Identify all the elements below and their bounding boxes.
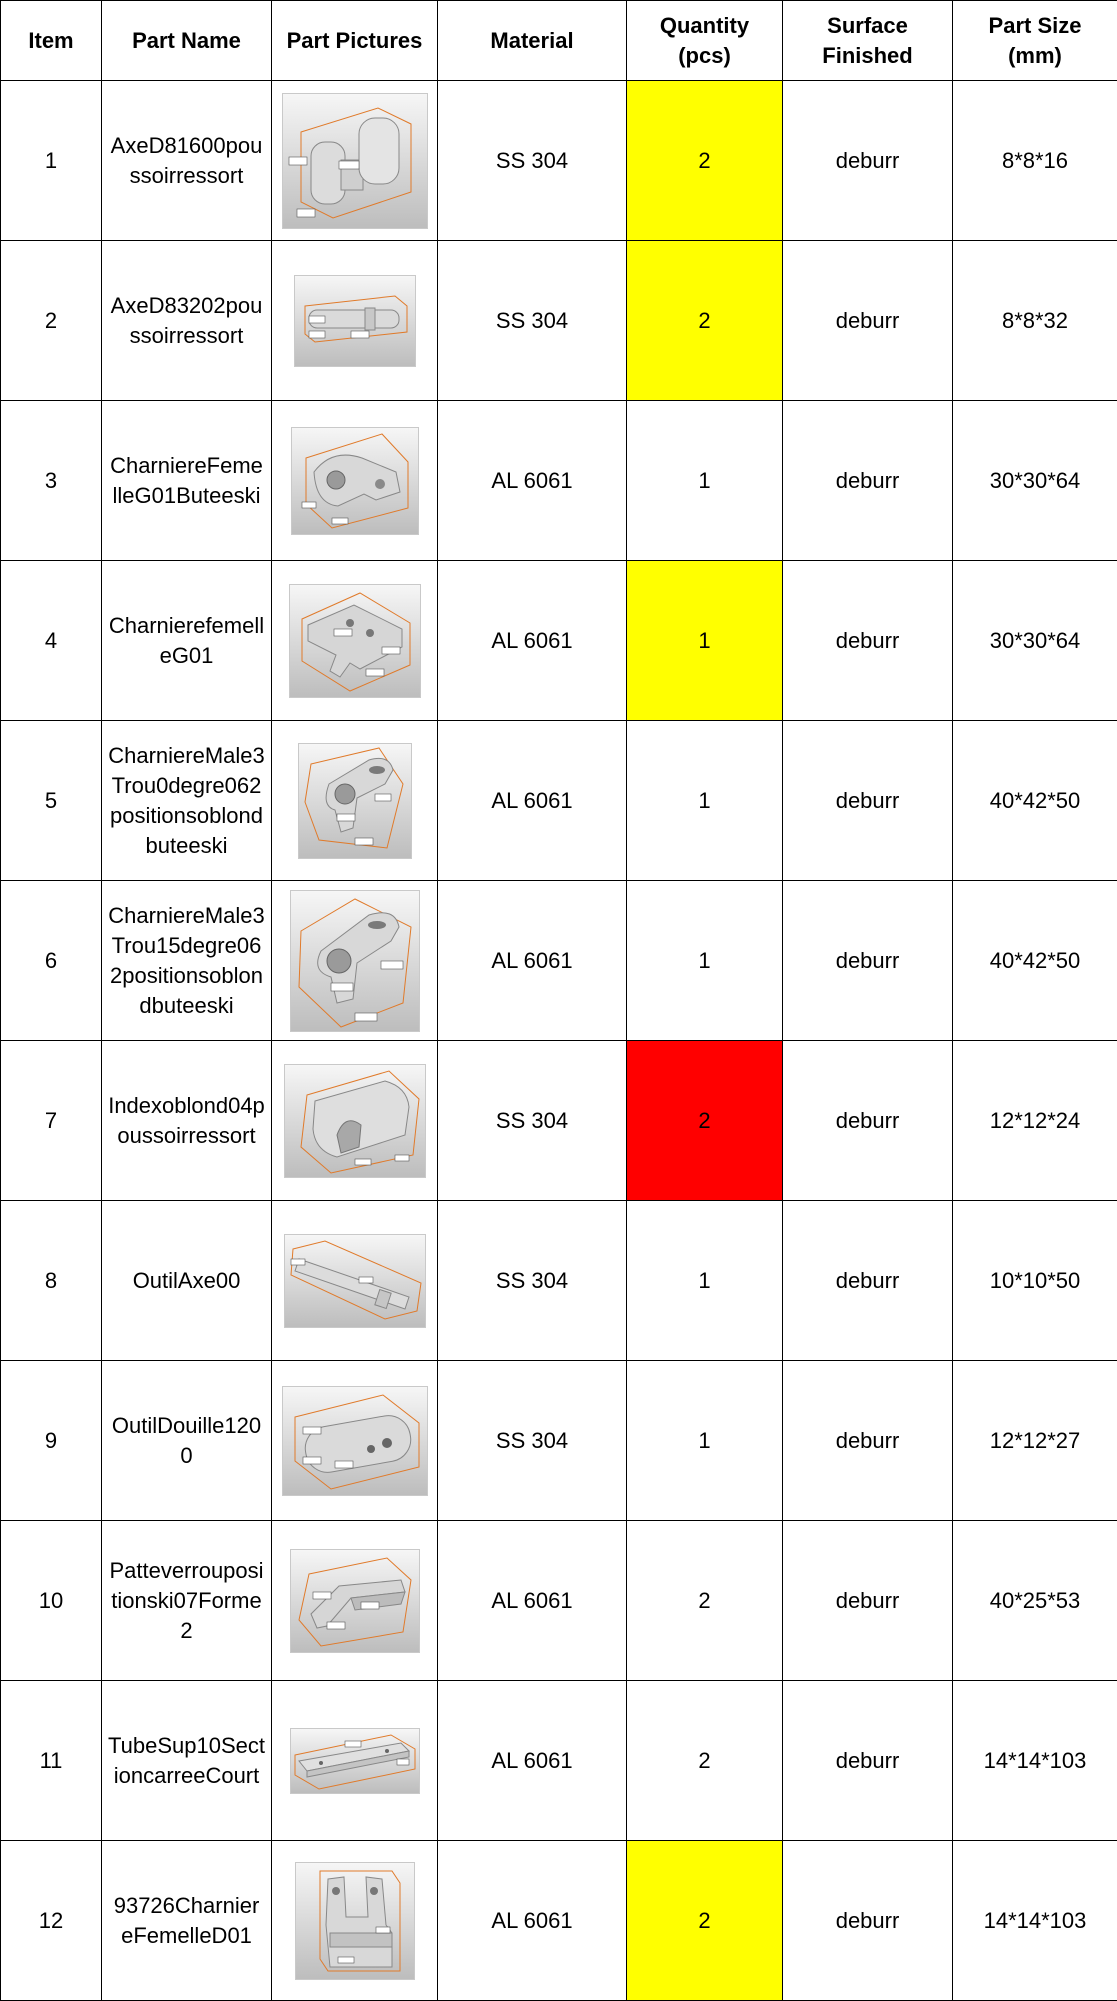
material-cell: SS 304 xyxy=(438,1361,627,1521)
part-name-cell: AxeD81600poussoirressort xyxy=(102,81,272,241)
material-cell: AL 6061 xyxy=(438,881,627,1041)
part-picture-cell xyxy=(272,1201,438,1361)
quantity-cell: 1 xyxy=(627,561,783,721)
part-picture-cell xyxy=(272,721,438,881)
header-part-pictures: Part Pictures xyxy=(272,1,438,81)
quantity-cell: 1 xyxy=(627,881,783,1041)
item-cell: 3 xyxy=(1,401,102,561)
surface-cell: deburr xyxy=(783,1521,953,1681)
size-cell: 14*14*103 xyxy=(953,1841,1117,2001)
quantity-cell: 2 xyxy=(627,1041,783,1201)
bracket-part-icon xyxy=(290,1549,420,1653)
material-cell: AL 6061 xyxy=(438,1681,627,1841)
part-name-cell: TubeSup10SectioncarreeCourt xyxy=(102,1681,272,1841)
surface-cell: deburr xyxy=(783,1841,953,2001)
surface-cell: deburr xyxy=(783,1041,953,1201)
quantity-cell: 2 xyxy=(627,241,783,401)
table-row xyxy=(1,881,1117,1041)
quantity-cell: 2 xyxy=(627,81,783,241)
bushing-part-icon xyxy=(282,1386,428,1496)
item-cell: 9 xyxy=(1,1361,102,1521)
part-picture-cell xyxy=(272,81,438,241)
part-name-cell: CharniereMale3Trou15degre062positionsoblondbuteeski xyxy=(102,881,272,1041)
header-part-name: Part Name xyxy=(102,1,272,81)
material-cell: SS 304 xyxy=(438,1201,627,1361)
part-picture-cell xyxy=(272,401,438,561)
table-row xyxy=(1,1681,1117,1841)
header-part-size: Part Size (mm) xyxy=(953,1,1117,81)
surface-cell: deburr xyxy=(783,1361,953,1521)
table-row xyxy=(1,241,1117,401)
table-header-row xyxy=(1,1,1117,81)
hinge-part-icon xyxy=(291,427,419,535)
item-cell: 1 xyxy=(1,81,102,241)
table-body xyxy=(1,81,1117,2001)
size-cell: 40*25*53 xyxy=(953,1521,1117,1681)
hinge-plate-part-icon xyxy=(289,584,421,698)
item-cell: 4 xyxy=(1,561,102,721)
header-surface-finished: Surface Finished xyxy=(783,1,953,81)
part-name-cell: Patteverroupositionski07Forme2 xyxy=(102,1521,272,1681)
surface-cell: deburr xyxy=(783,561,953,721)
quantity-cell: 1 xyxy=(627,401,783,561)
material-cell: SS 304 xyxy=(438,1041,627,1201)
long-axle-part-icon xyxy=(284,1234,426,1328)
male-hinge-part-icon xyxy=(298,743,412,859)
size-cell: 8*8*16 xyxy=(953,81,1117,241)
short-shaft-part-icon xyxy=(282,93,428,229)
surface-cell: deburr xyxy=(783,881,953,1041)
header-quantity: Quantity (pcs) xyxy=(627,1,783,81)
table-row xyxy=(1,401,1117,561)
item-cell: 2 xyxy=(1,241,102,401)
part-picture-cell xyxy=(272,1681,438,1841)
item-cell: 8 xyxy=(1,1201,102,1361)
part-name-cell: OutilDouille1200 xyxy=(102,1361,272,1521)
item-cell: 12 xyxy=(1,1841,102,2001)
size-cell: 10*10*50 xyxy=(953,1201,1117,1361)
table-row xyxy=(1,721,1117,881)
item-cell: 7 xyxy=(1,1041,102,1201)
size-cell: 8*8*32 xyxy=(953,241,1117,401)
size-cell: 12*12*27 xyxy=(953,1361,1117,1521)
item-cell: 5 xyxy=(1,721,102,881)
surface-cell: deburr xyxy=(783,1201,953,1361)
part-name-cell: CharniereFemelleG01Buteeski xyxy=(102,401,272,561)
table-row xyxy=(1,1201,1117,1361)
quantity-cell: 1 xyxy=(627,721,783,881)
table-row xyxy=(1,1521,1117,1681)
part-picture-cell xyxy=(272,881,438,1041)
male-hinge-part-icon xyxy=(290,890,420,1032)
part-picture-cell xyxy=(272,1521,438,1681)
material-cell: AL 6061 xyxy=(438,1521,627,1681)
part-picture-cell xyxy=(272,1361,438,1521)
female-hinge-block-part-icon xyxy=(295,1862,415,1980)
part-picture-cell xyxy=(272,241,438,401)
table-row xyxy=(1,81,1117,241)
part-name-cell: AxeD83202poussoirressort xyxy=(102,241,272,401)
surface-cell: deburr xyxy=(783,401,953,561)
quantity-cell: 2 xyxy=(627,1841,783,2001)
item-cell: 10 xyxy=(1,1521,102,1681)
part-picture-cell xyxy=(272,1841,438,2001)
shaft-part-icon xyxy=(294,275,416,367)
header-item: Item xyxy=(1,1,102,81)
index-block-part-icon xyxy=(284,1064,426,1178)
square-tube-part-icon xyxy=(290,1728,420,1794)
size-cell: 30*30*64 xyxy=(953,561,1117,721)
table-row xyxy=(1,1041,1117,1201)
part-name-cell: Indexoblond04poussoirressort xyxy=(102,1041,272,1201)
surface-cell: deburr xyxy=(783,721,953,881)
table-row xyxy=(1,1361,1117,1521)
header-material: Material xyxy=(438,1,627,81)
surface-cell: deburr xyxy=(783,241,953,401)
quantity-cell: 2 xyxy=(627,1681,783,1841)
surface-cell: deburr xyxy=(783,1681,953,1841)
size-cell: 30*30*64 xyxy=(953,401,1117,561)
size-cell: 40*42*50 xyxy=(953,881,1117,1041)
table-row xyxy=(1,561,1117,721)
material-cell: AL 6061 xyxy=(438,401,627,561)
part-picture-cell xyxy=(272,561,438,721)
material-cell: AL 6061 xyxy=(438,561,627,721)
part-name-cell: CharnierefemelleG01 xyxy=(102,561,272,721)
quantity-cell: 1 xyxy=(627,1201,783,1361)
part-name-cell: 93726CharniereFemelleD01 xyxy=(102,1841,272,2001)
part-picture-cell xyxy=(272,1041,438,1201)
material-cell: AL 6061 xyxy=(438,721,627,881)
size-cell: 40*42*50 xyxy=(953,721,1117,881)
size-cell: 12*12*24 xyxy=(953,1041,1117,1201)
item-cell: 6 xyxy=(1,881,102,1041)
part-name-cell: OutilAxe00 xyxy=(102,1201,272,1361)
material-cell: SS 304 xyxy=(438,81,627,241)
surface-cell: deburr xyxy=(783,81,953,241)
quantity-cell: 1 xyxy=(627,1361,783,1521)
size-cell: 14*14*103 xyxy=(953,1681,1117,1841)
material-cell: AL 6061 xyxy=(438,1841,627,2001)
quantity-cell: 2 xyxy=(627,1521,783,1681)
item-cell: 11 xyxy=(1,1681,102,1841)
part-name-cell: CharniereMale3Trou0degre062positionsoblondbuteeski xyxy=(102,721,272,881)
material-cell: SS 304 xyxy=(438,241,627,401)
table-row xyxy=(1,1841,1117,2001)
